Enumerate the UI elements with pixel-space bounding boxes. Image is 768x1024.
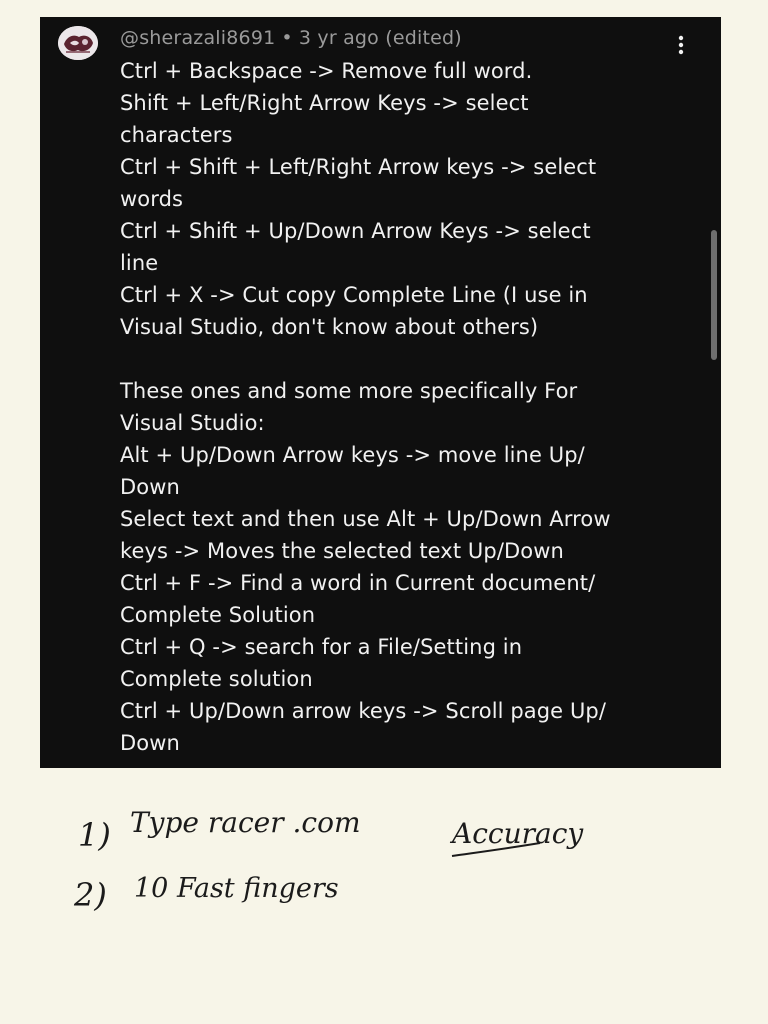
scrollbar-thumb[interactable] [711,230,717,360]
comment-line: Down [120,475,180,499]
meta-separator: • [281,27,293,49]
comment-line: line [120,251,159,275]
comment-line: Visual Studio: [120,411,265,435]
comment-line: Alt + Up/Down Arrow keys -> move line Up/ [120,443,585,467]
note-item-2-number: 2) [74,876,107,914]
comment-line: words [120,187,184,211]
comment-line: Ctrl + Shift + Up/Down Arrow Keys -> select [120,219,591,243]
comment-line: Select text and then use Alt + Up/Down Arrow [120,507,611,531]
comment-line: Ctrl + Q -> search for a File/Setting in [120,635,523,659]
comment-line: Visual Studio, don't know about others) [120,315,539,339]
comment-line: These ones and some more specifically For [120,379,578,403]
comment-line: keys -> Moves the selected text Up/Down [120,539,564,563]
comment-line: Complete solution [120,667,313,691]
note-side-text: Accuracy [452,817,584,850]
note-item-2-text: 10 Fast fingers [134,873,339,904]
note-item-1-text: Type racer .com [130,806,361,839]
comment-meta [120,27,462,49]
comment-author[interactable]: @sherazali8691 [120,27,276,49]
comment-line: Ctrl + Backspace -> Remove full word. [120,59,533,83]
youtube-comment-screenshot [40,17,721,768]
avatar[interactable] [58,26,98,60]
comment-line: Down [120,731,180,755]
comment-line: Ctrl + F -> Find a word in Current document/ [120,571,596,595]
comment-line: Ctrl + X -> Cut copy Complete Line (I use in [120,283,588,307]
underline [452,843,540,856]
comment-line: characters [120,123,233,147]
comment-line: Ctrl + Shift + Left/Right Arrow keys -> select [120,155,597,179]
comment-line: Complete Solution [120,603,316,627]
comment-time[interactable]: 3 yr ago (edited) [298,27,462,49]
note-item-1-number: 1) [78,816,111,854]
comment-line [120,343,690,375]
avatar-image [58,26,98,60]
comment-line: Shift + Left/Right Arrow Keys -> select [120,91,529,115]
scrollbar[interactable] [708,17,721,768]
comment-line: Ctrl + Up/Down arrow keys -> Scroll page Up/ [120,699,607,723]
comment-text [120,55,690,759]
